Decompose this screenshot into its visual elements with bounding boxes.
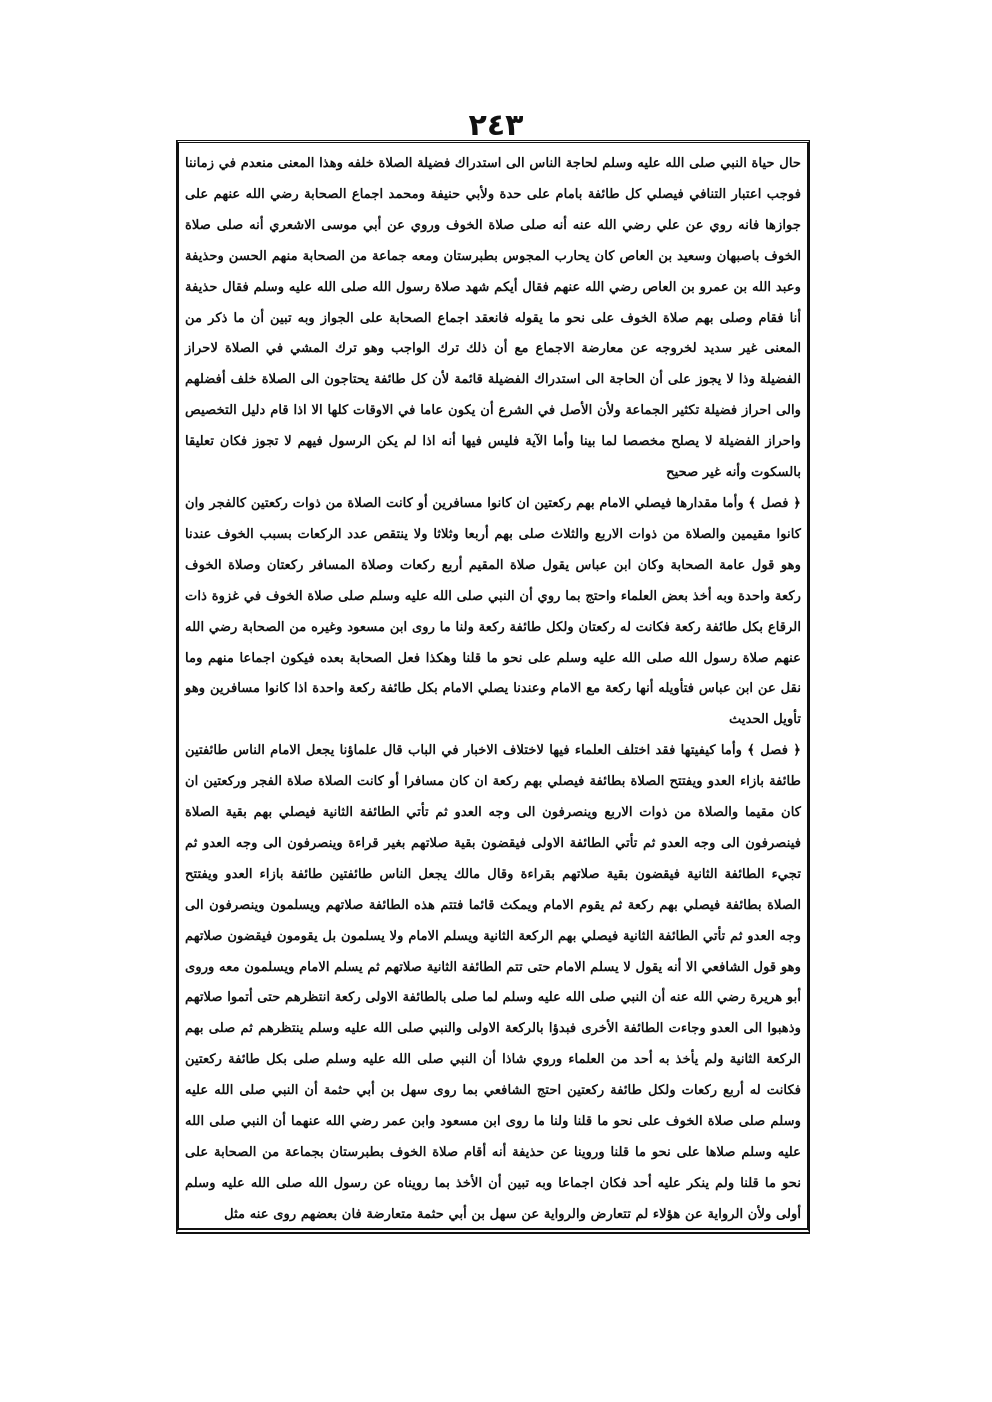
section-heading-fasl: ﴿ فصل ﴾ <box>748 495 801 511</box>
section-heading-fasl: ﴿ فصل ﴾ <box>747 743 801 759</box>
paragraph-1-text: حال حياة النبي صلى الله عليه وسلم لحاجة الناس الى استدراك فضيلة الصلاة خلفه وهذا المعنى منعدم في زماننا فوجب اعتبار التنافي فيصلي كل طائفة بامام على حدة ولأبي حنيفة ومحمد اجماع الصحابة رضي الله عنهم على جوازها فانه روي عن علي رضي الله عنه أنه صلى صلاة الخوف وروي عن أبي موسى الاشعري أنه صلى صلاة الخوف باصبهان وسعيد بن العاص كان يحارب المجوس بطبرستان ومعه جماعة من الصحابة منهم الحسن وحذيفة وعبد الله بن عمرو بن العاص رضي الله عنهم فقال أيكم شهد صلاة رسول الله صلى الله عليه وسلم فقال حذيفة أنا فقام وصلى بهم صلاة الخوف على نحو ما يقوله فانعقد اجماع الصحابة على الجواز وبه تبين أن ما ذكر من المعنى غير سديد لخروجه عن معارضة الاجماع مع أن ذلك ترك الواجب وهو ترك المشي في الصلاة لاحراز الفضيلة وذا لا يجوز على أن الحاجة الى استدراك الفضيلة قائمة لأن كل طائفة يحتاجون الى الصلاة خلف أفضلهم والى احراز فضيلة تكثير الجماعة ولأن الأصل في الشرع أن يكون عاما في الاوقات كلها الا اذا قام دليل التخصيص واحراز الفضيلة لا يصلح مخصصا لما بينا وأما الآية فليس فيها أنه اذا لم يكن الرسول فيهم لا تجوز فكان تعليقا بالسكوت وأنه غير صحيح <box>185 156 801 481</box>
paragraph-3 <box>185 736 801 1231</box>
page-number: ٢٤٣ <box>468 108 524 143</box>
paragraph-1 <box>185 149 801 489</box>
page-frame <box>176 140 810 1234</box>
paragraph-2 <box>185 489 801 736</box>
paragraph-2-text: وأما مقدارها فيصلي الامام بهم ركعتين ان كانوا مسافرين أو كانت الصلاة من ذوات ركعتين كالفجر وان كانوا مقيمين والصلاة من ذوات الاربع والثلاث صلى بهم أربعا وثلاثا ولا ينتقص عدد الركعات بسبب الخوف عندنا وهو قول عامة الصحابة وكان ابن عباس يقول صلاة المقيم أربع ركعات وصلاة المسافر ركعتان وصلاة الخوف ركعة واحدة وبه أخذ بعض العلماء واحتج بما روي أن النبي صلى الله عليه وسلم صلى صلاة الخوف في غزوة ذات الرقاع بكل طائفة ركعة فكانت له ركعتان ولكل طائفة ركعة ولنا ما روى ابن مسعود وغيره من الصحابة رضي الله عنهم صلاة رسول الله صلى الله عليه وسلم على نحو ما قلنا وهكذا فعل الصحابة بعده فيكون اجماعا منهم وما نقل عن ابن عباس فتأويله أنها ركعة مع الامام وعندنا يصلي الامام بكل طائفة ركعة واحدة اذا كانوا مسافرين وهو تأويل الحديث <box>185 495 801 728</box>
text-body <box>179 143 807 1231</box>
paragraph-3-text: وأما كيفيتها فقد اختلف العلماء فيها لاختلاف الاخبار في الباب قال علماؤنا يجعل الامام الناس طائفتين طائفة بازاء العدو ويفتتح الصلاة بطائفة فيصلي بهم ركعة ان كان مسافرا أو كانت الصلاة صلاة الفجر وركعتين ان كان مقيما والصلاة من ذوات الاربع وينصرفون الى وجه العدو ثم تأتي الطائفة الثانية فيصلي بهم بقية الصلاة فينصرفون الى وجه العدو ثم تأتي الطائفة الاولى فيقضون بقية صلاتهم بغير قراءة وينصرفون الى وجه العدو ثم تجيء الطائفة الثانية فيقضون بقية صلاتهم بقراءة وقال مالك يجعل الناس طائفتين طائفة بازاء العدو ويفتتح الصلاة بطائفة فيصلي بهم ركعة ثم يقوم الامام ويمكث قائما فتتم هذه الطائفة صلاتهم ويسلمون وينصرفون الى وجه العدو ثم تأتي الطائفة الثانية فيصلي بهم الركعة الثانية ويسلم الامام ولا يسلمون بل يقومون فيقضون صلاتهم وهو قول الشافعي الا أنه يقول لا يسلم الامام حتى تتم الطائفة الثانية صلاتهم ثم يسلم الامام ويسلمون معه وروى أبو هريرة رضي الله عنه أن النبي صلى الله عليه وسلم لما صلى بالطائفة الاولى ركعة انتظرهم حتى أتموا صلاتهم وذهبوا الى العدو وجاءت الطائفة الأخرى فبدؤا بالركعة الاولى والنبي صلى الله عليه وسلم ينتظرهم ثم صلى بهم الركعة الثانية ولم يأخذ به أحد من العلماء وروي شاذا أن النبي صلى الله عليه وسلم صلى بكل طائفة ركعتين فكانت له أربع ركعات ولكل طائفة ركعتين احتج الشافعي بما روى سهل بن أبي حثمة أن النبي صلى الله عليه وسلم صلى صلاة الخوف على نحو ما قلنا ولنا ما روى ابن مسعود وابن عمر رضي الله عنهما أن النبي صلى الله عليه وسلم صلاها على نحو ما قلنا وروينا عن حذيفة أنه أقام صلاة الخوف بطبرستان بجماعة من الصحابة على نحو ما قلنا ولم ينكر عليه أحد فكان اجماعا وبه تبين أن الأخذ بما رويناه عن رسول الله صلى الله عليه وسلم أولى ولأن الرواية عن هؤلاء لم تتعارض والرواية عن سهل بن أبي حثمة متعارضة فان بعضهم روى عنه مثل <box>185 743 801 1222</box>
